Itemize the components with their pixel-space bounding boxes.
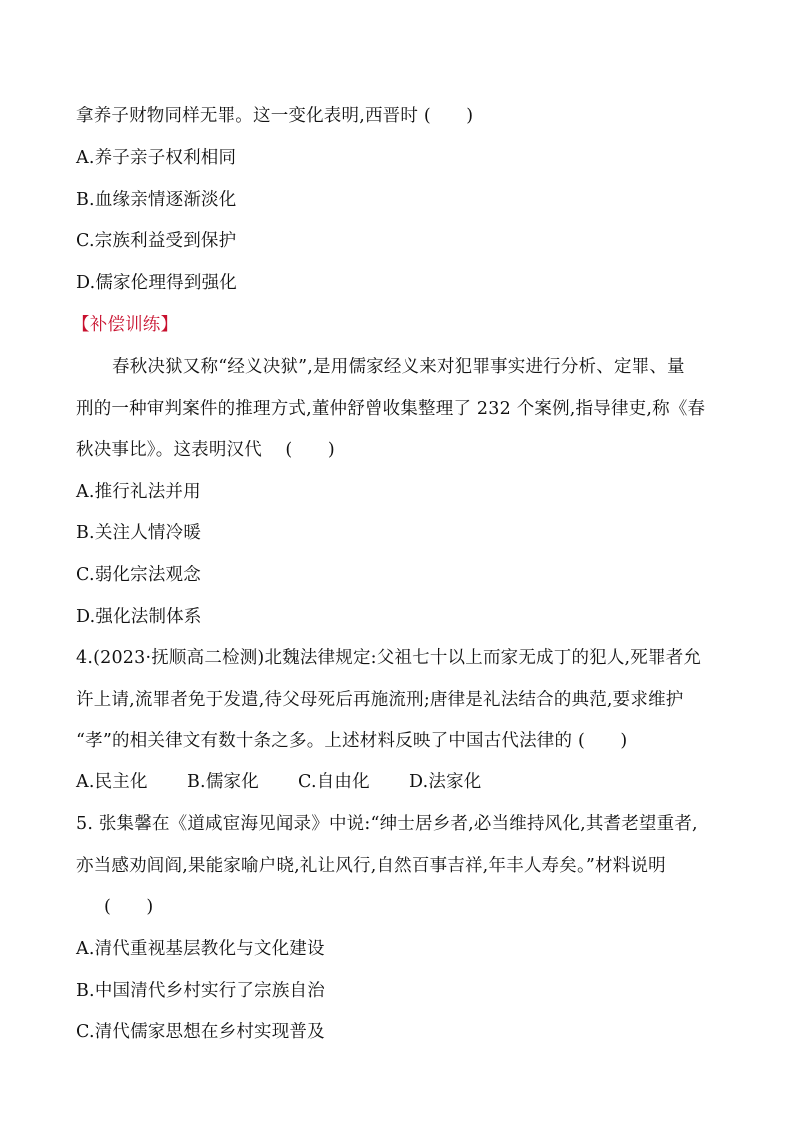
q4-option-b: B.儒家化 [187, 772, 259, 792]
q3-option-d: D.儒家伦理得到强化 [76, 273, 237, 293]
supp-option-d: D.强化法制体系 [76, 607, 202, 627]
supp-stem-line-1: 春秋决狱又称“经义决狱”,是用儒家经义来对犯罪事实进行分析、定罪、量 [112, 357, 685, 377]
q5-option-c: C.清代儒家思想在乡村实现普及 [76, 1022, 325, 1042]
q5-option-b: B.中国清代乡村实行了宗族自治 [76, 981, 325, 1001]
q4-option-c: C.自由化 [298, 772, 370, 792]
q4-options-row [76, 770, 716, 794]
q4-stem-line-2: 许上请,流罪者免于发遣,待父母死后再施流刑;唐律是礼法结合的典范,要求维护 [76, 690, 684, 710]
q5-option-a: A.清代重视基层教化与文化建设 [76, 939, 325, 959]
supp-stem-line-3: 秋决事比》。这表明汉代 ( ) [76, 440, 335, 460]
q4-option-d: D.法家化 [409, 772, 482, 792]
q3-option-a: A.养子亲子权利相同 [76, 148, 237, 168]
q3-option-c: C.宗族利益受到保护 [76, 231, 237, 251]
q3-option-b: B.血缘亲情逐渐淡化 [76, 190, 237, 210]
q4-option-a: A.民主化 [76, 772, 148, 792]
q3-stem-tail: 拿养子财物同样无罪。这一变化表明,西晋时 ( ) [76, 106, 474, 126]
supplementary-training-heading: 【补偿训练】 [72, 315, 179, 335]
supp-option-b: B.关注人情冷暖 [76, 523, 202, 543]
q4-stem-line-1: 4.(2023·抚顺高二检测)北魏法律规定:父祖七十以上而家无成丁的犯人,死罪者允 [76, 648, 702, 668]
q5-stem-line-1: 5. 张集馨在《道咸宦海见闻录》中说:“绅士居乡者,必当维持风化,其耆老望重者, [76, 814, 698, 834]
q5-answer-paren: ( ) [104, 897, 154, 917]
q4-stem-line-3: “孝”的相关律文有数十条之多。上述材料反映了中国古代法律的 ( ) [76, 731, 628, 751]
supp-option-a: A.推行礼法并用 [76, 482, 201, 502]
supp-stem-line-2: 刑的一种审判案件的推理方式,董仲舒曾收集整理了 232 个案例,指导律吏,称《春 [76, 399, 706, 419]
supp-option-c: C.弱化宗法观念 [76, 565, 201, 585]
q5-stem-line-2: 亦当感劝闾阎,果能家喻户晓,礼让风行,自然百事吉祥,年丰人寿矣。”材料说明 [76, 856, 666, 876]
